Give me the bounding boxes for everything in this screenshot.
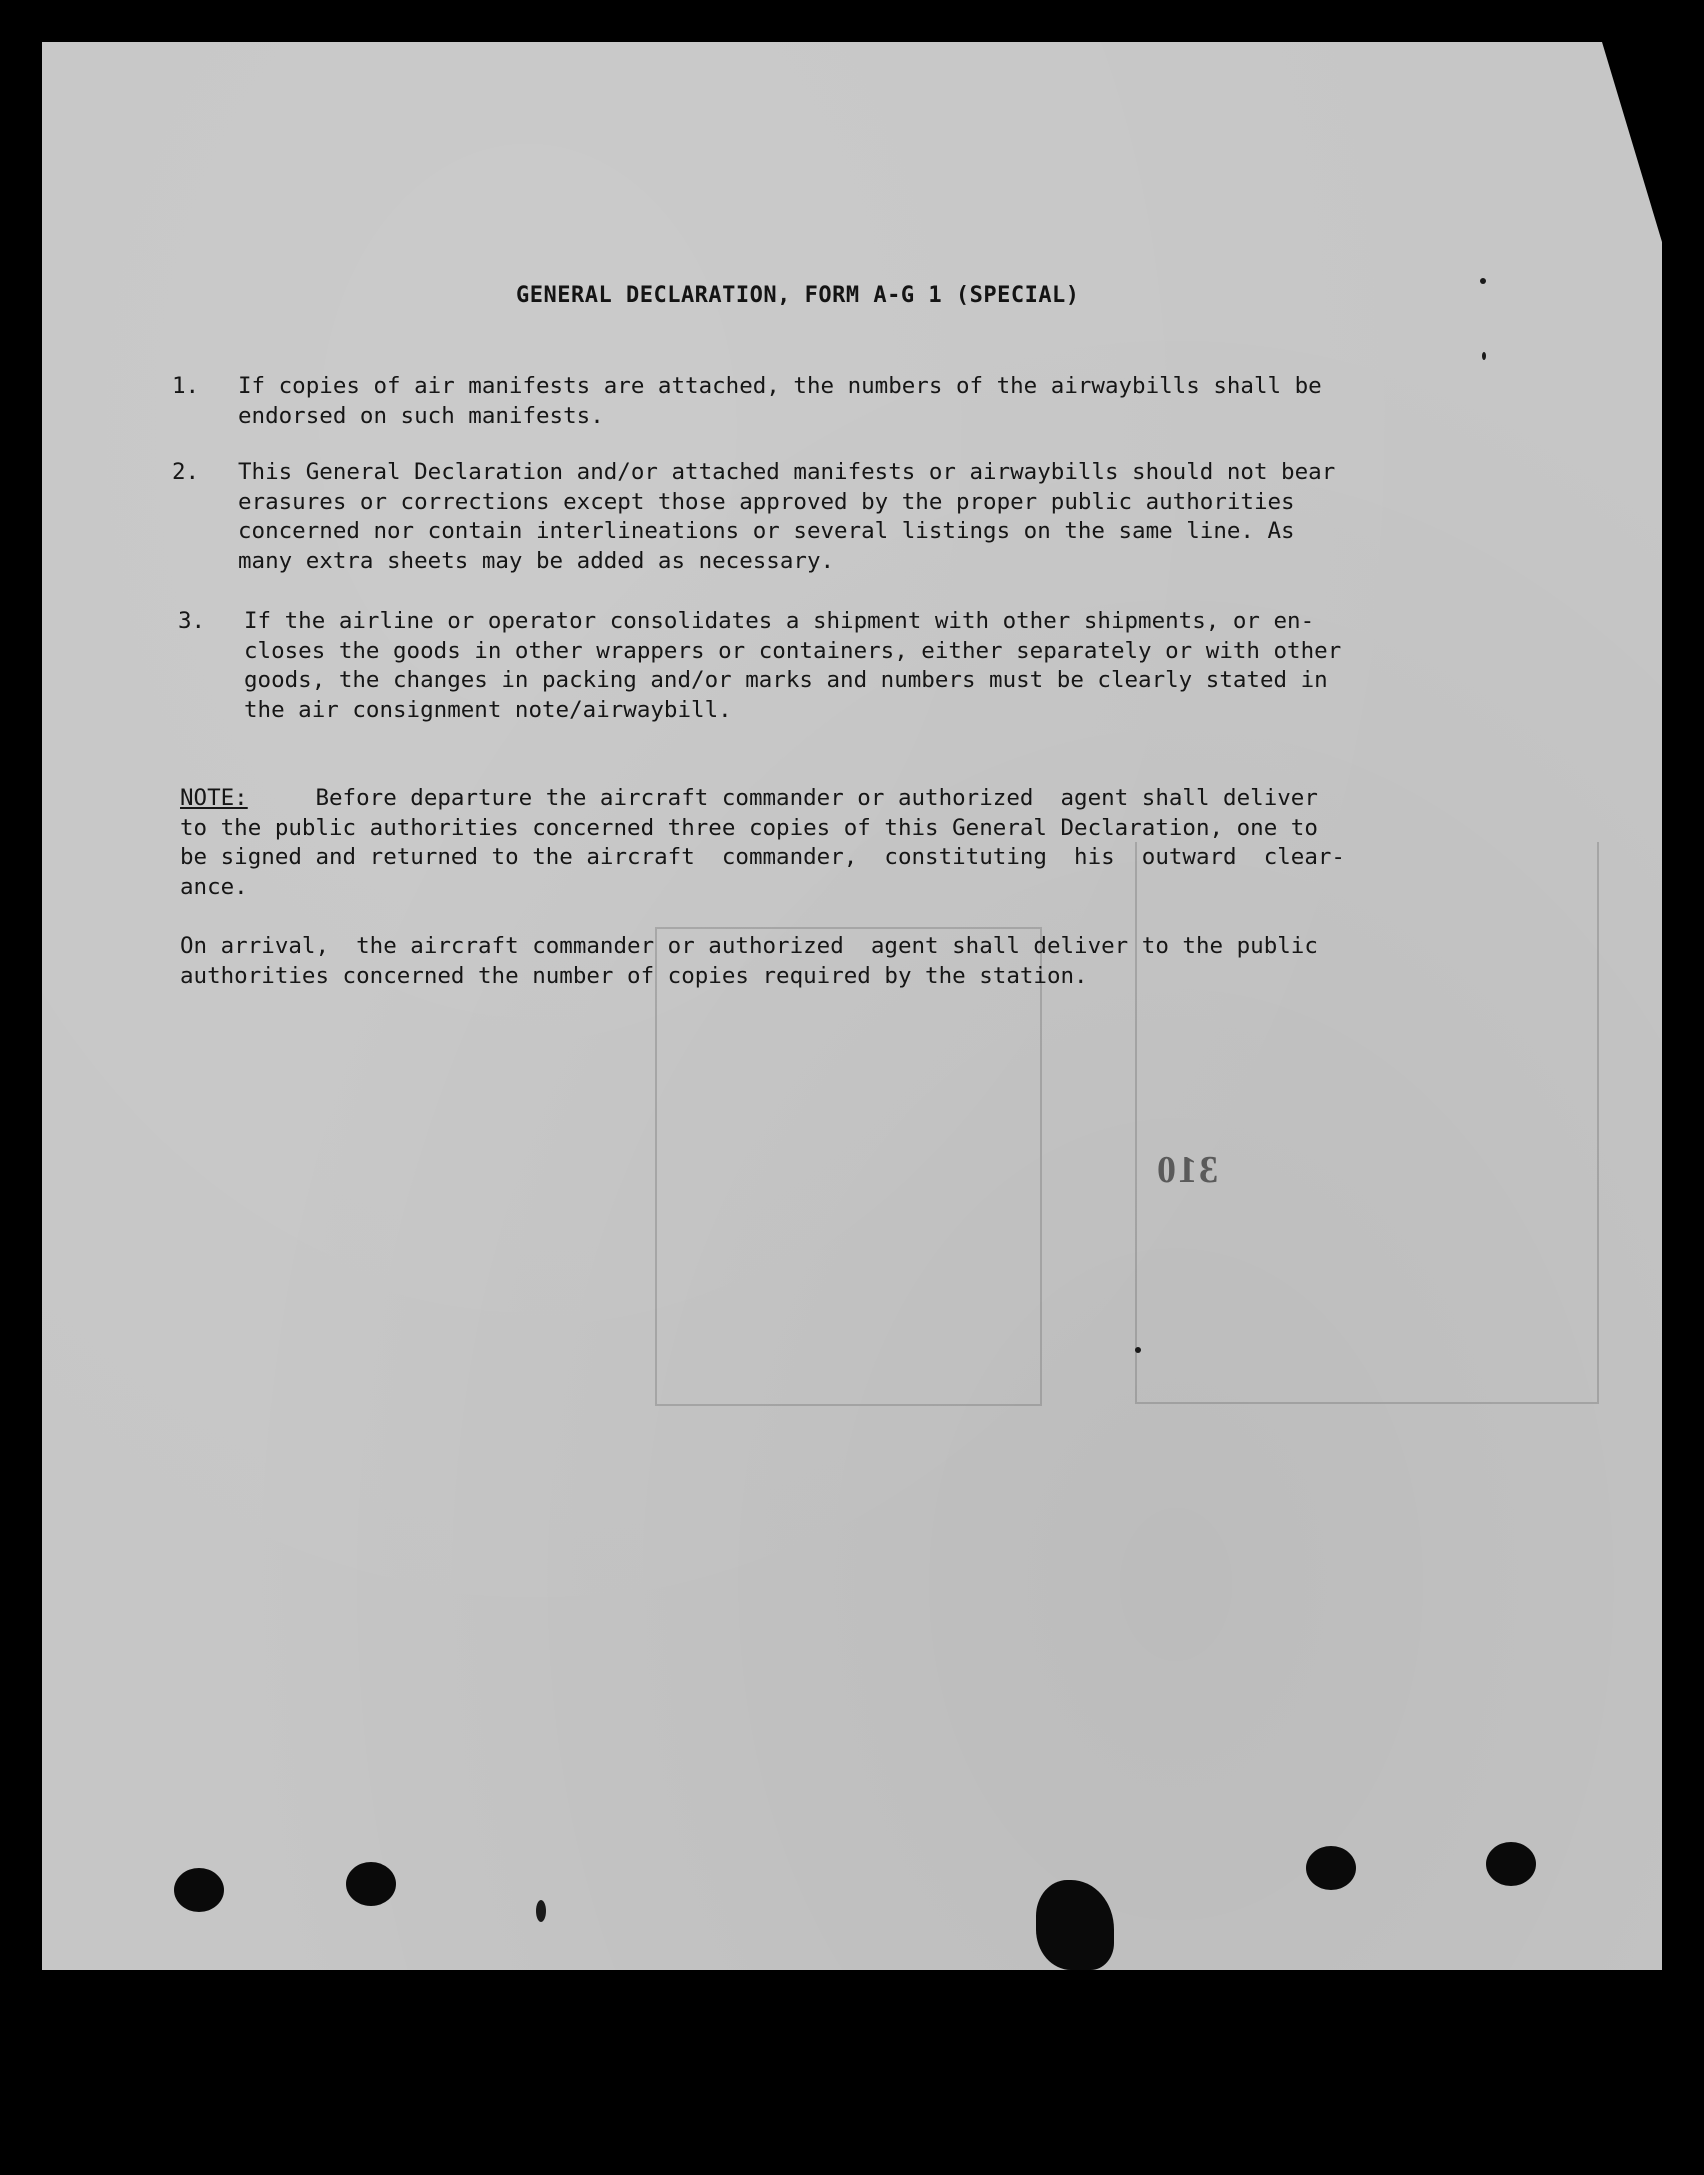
- item-line: endorsed on such manifests.: [238, 402, 604, 429]
- speck: [1135, 1347, 1141, 1353]
- note-label: NOTE:: [180, 785, 248, 811]
- punch-hole: [174, 1868, 224, 1912]
- paper-sheet: [42, 42, 1662, 1970]
- speck: [536, 1900, 546, 1922]
- item-line: goods, the changes in packing and/or marks and numbers must be clearly stated in: [244, 667, 1328, 693]
- item-line: If copies of air manifests are attached, the numbers of the airwaybills shall be: [238, 373, 1322, 399]
- note-line: to the public authorities concerned three copies of this General Declaration, one to: [180, 814, 1318, 841]
- punch-hole: [1486, 1842, 1536, 1886]
- item-number: 2.: [172, 459, 200, 485]
- note-paragraph: [180, 784, 1345, 902]
- item-number: 3.: [178, 608, 206, 634]
- note-line: ance.: [180, 873, 248, 900]
- item-line: many extra sheets may be added as necessary.: [238, 547, 835, 574]
- arrival-line: On arrival, the aircraft commander or authorized agent shall deliver to the public: [180, 933, 1318, 959]
- bleed-through-stamp-number: 310: [1155, 1149, 1218, 1191]
- item-line: concerned nor contain interlineations or several listings on the same line. As: [238, 518, 1295, 544]
- note-first-line: [180, 784, 1345, 814]
- arrival-paragraph: [180, 932, 1318, 991]
- bleed-through-box: [1135, 842, 1599, 1404]
- bleed-through-box: [655, 927, 1042, 1406]
- arrival-line: authorities concerned the number of copies required by the station.: [180, 962, 1088, 989]
- note-line: be signed and returned to the aircraft commander, constituting his outward clear-: [180, 844, 1345, 870]
- item-text: [244, 607, 1522, 725]
- note-line: Before departure the aircraft commander or authorized agent shall deliver: [247, 785, 1318, 811]
- item-text: [238, 372, 1516, 431]
- document-title: GENERAL DECLARATION, FORM A-G 1 (SPECIAL): [516, 283, 1080, 308]
- item-line: If the airline or operator consolidates a shipment with other shipments, or en-: [244, 608, 1315, 634]
- punch-hole: [1306, 1846, 1356, 1890]
- speck: [1482, 352, 1486, 360]
- item-line: closes the goods in other wrappers or containers, either separately or with other: [244, 637, 1342, 664]
- punch-hole: [346, 1862, 396, 1906]
- item-line: erasures or corrections except those approved by the proper public authorities: [238, 488, 1295, 515]
- item-line: This General Declaration and/or attached manifests or airwaybills should not bear: [238, 459, 1336, 485]
- item-number: 1.: [172, 373, 200, 399]
- item-text: [238, 458, 1516, 576]
- item-line: the air consignment note/airwaybill.: [244, 696, 732, 723]
- speck: [1480, 278, 1486, 284]
